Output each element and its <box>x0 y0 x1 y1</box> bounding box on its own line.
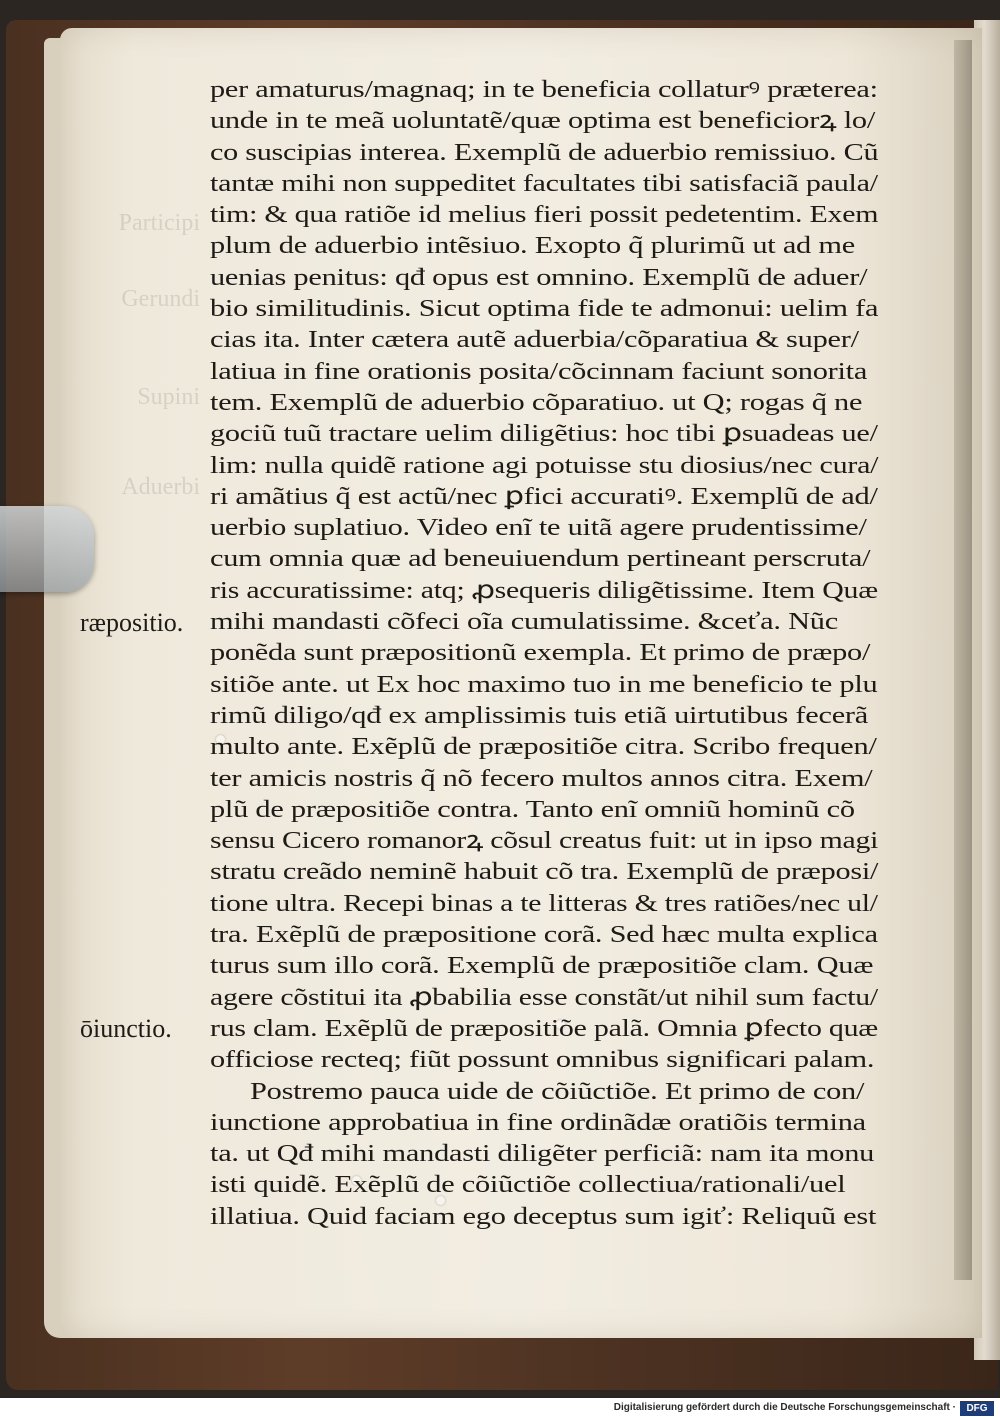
text-line: bio similitudinis. Sicut optima fide te admonui: uelim fa <box>210 295 879 323</box>
show-through-text: Supini <box>137 384 200 410</box>
text-line: gociũ tuũ tractare uelim diligẽtius: hoc tibi ꝑsuadeas ue/ <box>210 420 878 448</box>
show-through-text: Gerundi <box>121 286 200 312</box>
margin-note-praepositio: ræpositio. <box>80 608 184 637</box>
text-line: ris accuratissime: atq; ꝓsequeris diligẽtissime. Item Quæ <box>210 576 878 604</box>
text-line: ter amicis nostris q̃ nõ fecero multos annos citra. Exem/ <box>210 764 873 792</box>
gutter-shadow <box>954 40 972 1280</box>
text-line: tim: & qua ratiõe id melius fieri possit pedetentim. Exem <box>210 201 879 229</box>
funding-credit: Digitalisierung gefördert durch die Deutsche Forschungsgemeinschaft · <box>613 1402 956 1413</box>
text-line: cum omnia quæ ad beneuiuendum pertineant perscruta/ <box>210 545 871 573</box>
text-line: plũ de præpositiõe contra. Tanto enĩ omniũ hominũ cõ <box>210 795 855 823</box>
margin-note-coniunctio: ōiunctio. <box>80 1014 172 1043</box>
dfg-logo: DFG <box>960 1401 994 1416</box>
text-line: ri amãtius q̃ est actũ/nec ꝑfici accuratiꝰ. Exemplũ de ad/ <box>210 482 878 510</box>
text-line: mihi mandasti cõfeci oĩa cumulatissime. &ceťa. Nũc <box>210 608 838 636</box>
text-line: ponẽda sunt præpositionũ exempla. Et primo de præpo/ <box>210 639 871 667</box>
text-line: plum de aduerbio intẽsiuo. Exopto q̃ plurimũ ut ad me <box>210 232 855 260</box>
text-line: stratu creãdo neminẽ habuit cõ tra. Exemplũ de præposi/ <box>210 858 879 886</box>
text-line: per amaturus/magnaq; in te beneficia collaturꝰ præterea: <box>210 76 878 103</box>
text-line: multo ante. Exẽplũ de præpositiõe citra. Scribo frequen/ <box>210 733 877 761</box>
text-line: uerbio suplatiuo. Video enĩ te uitã agere prudentissime/ <box>210 514 867 542</box>
text-line: officiose recteq; fiũt possunt omnibus significari palam. <box>210 1046 875 1074</box>
text-line: co suscipias interea. Exemplũ de aduerbio remissiuo. Cũ <box>210 138 879 166</box>
text-line: illatiua. Quid faciam ego deceptus sum igiť: Reliquũ est <box>210 1202 877 1230</box>
text-line: latiua in fine orationis posita/cõcinnam faciunt sonorita <box>210 357 868 385</box>
footer-bar <box>0 1398 1000 1420</box>
text-line: tra. Exẽplũ de præpositione corã. Sed hæc multa explica <box>210 921 878 949</box>
text-line: rus clam. Exẽplũ de præpositiõe palã. Omnia ꝑfecto quæ <box>210 1014 878 1042</box>
text-line: uenias penitus: qđ opus est omnino. Exemplũ de aduer/ <box>210 263 868 291</box>
text-line: Postremo pauca uide de cõiũctiõe. Et primo de con/ <box>250 1077 865 1105</box>
text-line: lim: nulla quidẽ ratione agi potuisse stu diosius/nec cura/ <box>210 451 879 479</box>
text-line: agere cõstitui ita ꝓbabilia esse constãt/ut nihil sum factu/ <box>210 983 878 1011</box>
text-line: tantæ mihi non suppeditet facultates tibi satisfaciã paula/ <box>210 169 878 197</box>
show-through-text: Participi <box>118 210 200 236</box>
text-line: cias ita. Inter cætera autẽ aduerbia/cõparatiua & super/ <box>210 326 859 354</box>
text-line: isti quidẽ. Exẽplũ de cõiũctiõe collectiua/rationali/uel <box>210 1171 846 1199</box>
text-line: ta. ut Qđ mihi mandasti diligẽter perficiã: nam ita monu <box>210 1140 875 1168</box>
text-line: sitiõe ante. ut Ex hoc maximo tuo in me beneficio te plu <box>210 670 878 698</box>
text-line: sensu Cicero romanorꝝ cõsul creatus fuit: ut in ipso magi <box>210 827 879 855</box>
text-line: unde in te meã uoluntatẽ/quæ optima est beneficiorꝝ lo/ <box>210 107 876 135</box>
text-line: turus sum illo corã. Exemplũ de præpositiõe clam. Quæ <box>210 952 874 980</box>
text-block <box>210 74 890 1232</box>
text-line: tione ultra. Recepi binas a te litteras & tres ratiões/nec ul/ <box>210 889 878 917</box>
text-line: iunctione approbatiua in fine ordinãdæ oratiõis termina <box>210 1108 866 1136</box>
plastic-clip <box>0 506 94 592</box>
show-through-text: Aduerbi <box>121 474 200 500</box>
text-line: tem. Exemplũ de aduerbio cõparatiuo. ut Q; rogas q̃ ne <box>210 388 863 416</box>
text-line: rimũ diligo/qđ ex amplissimis tuis etiã uirtutibus fecerã <box>210 701 869 729</box>
